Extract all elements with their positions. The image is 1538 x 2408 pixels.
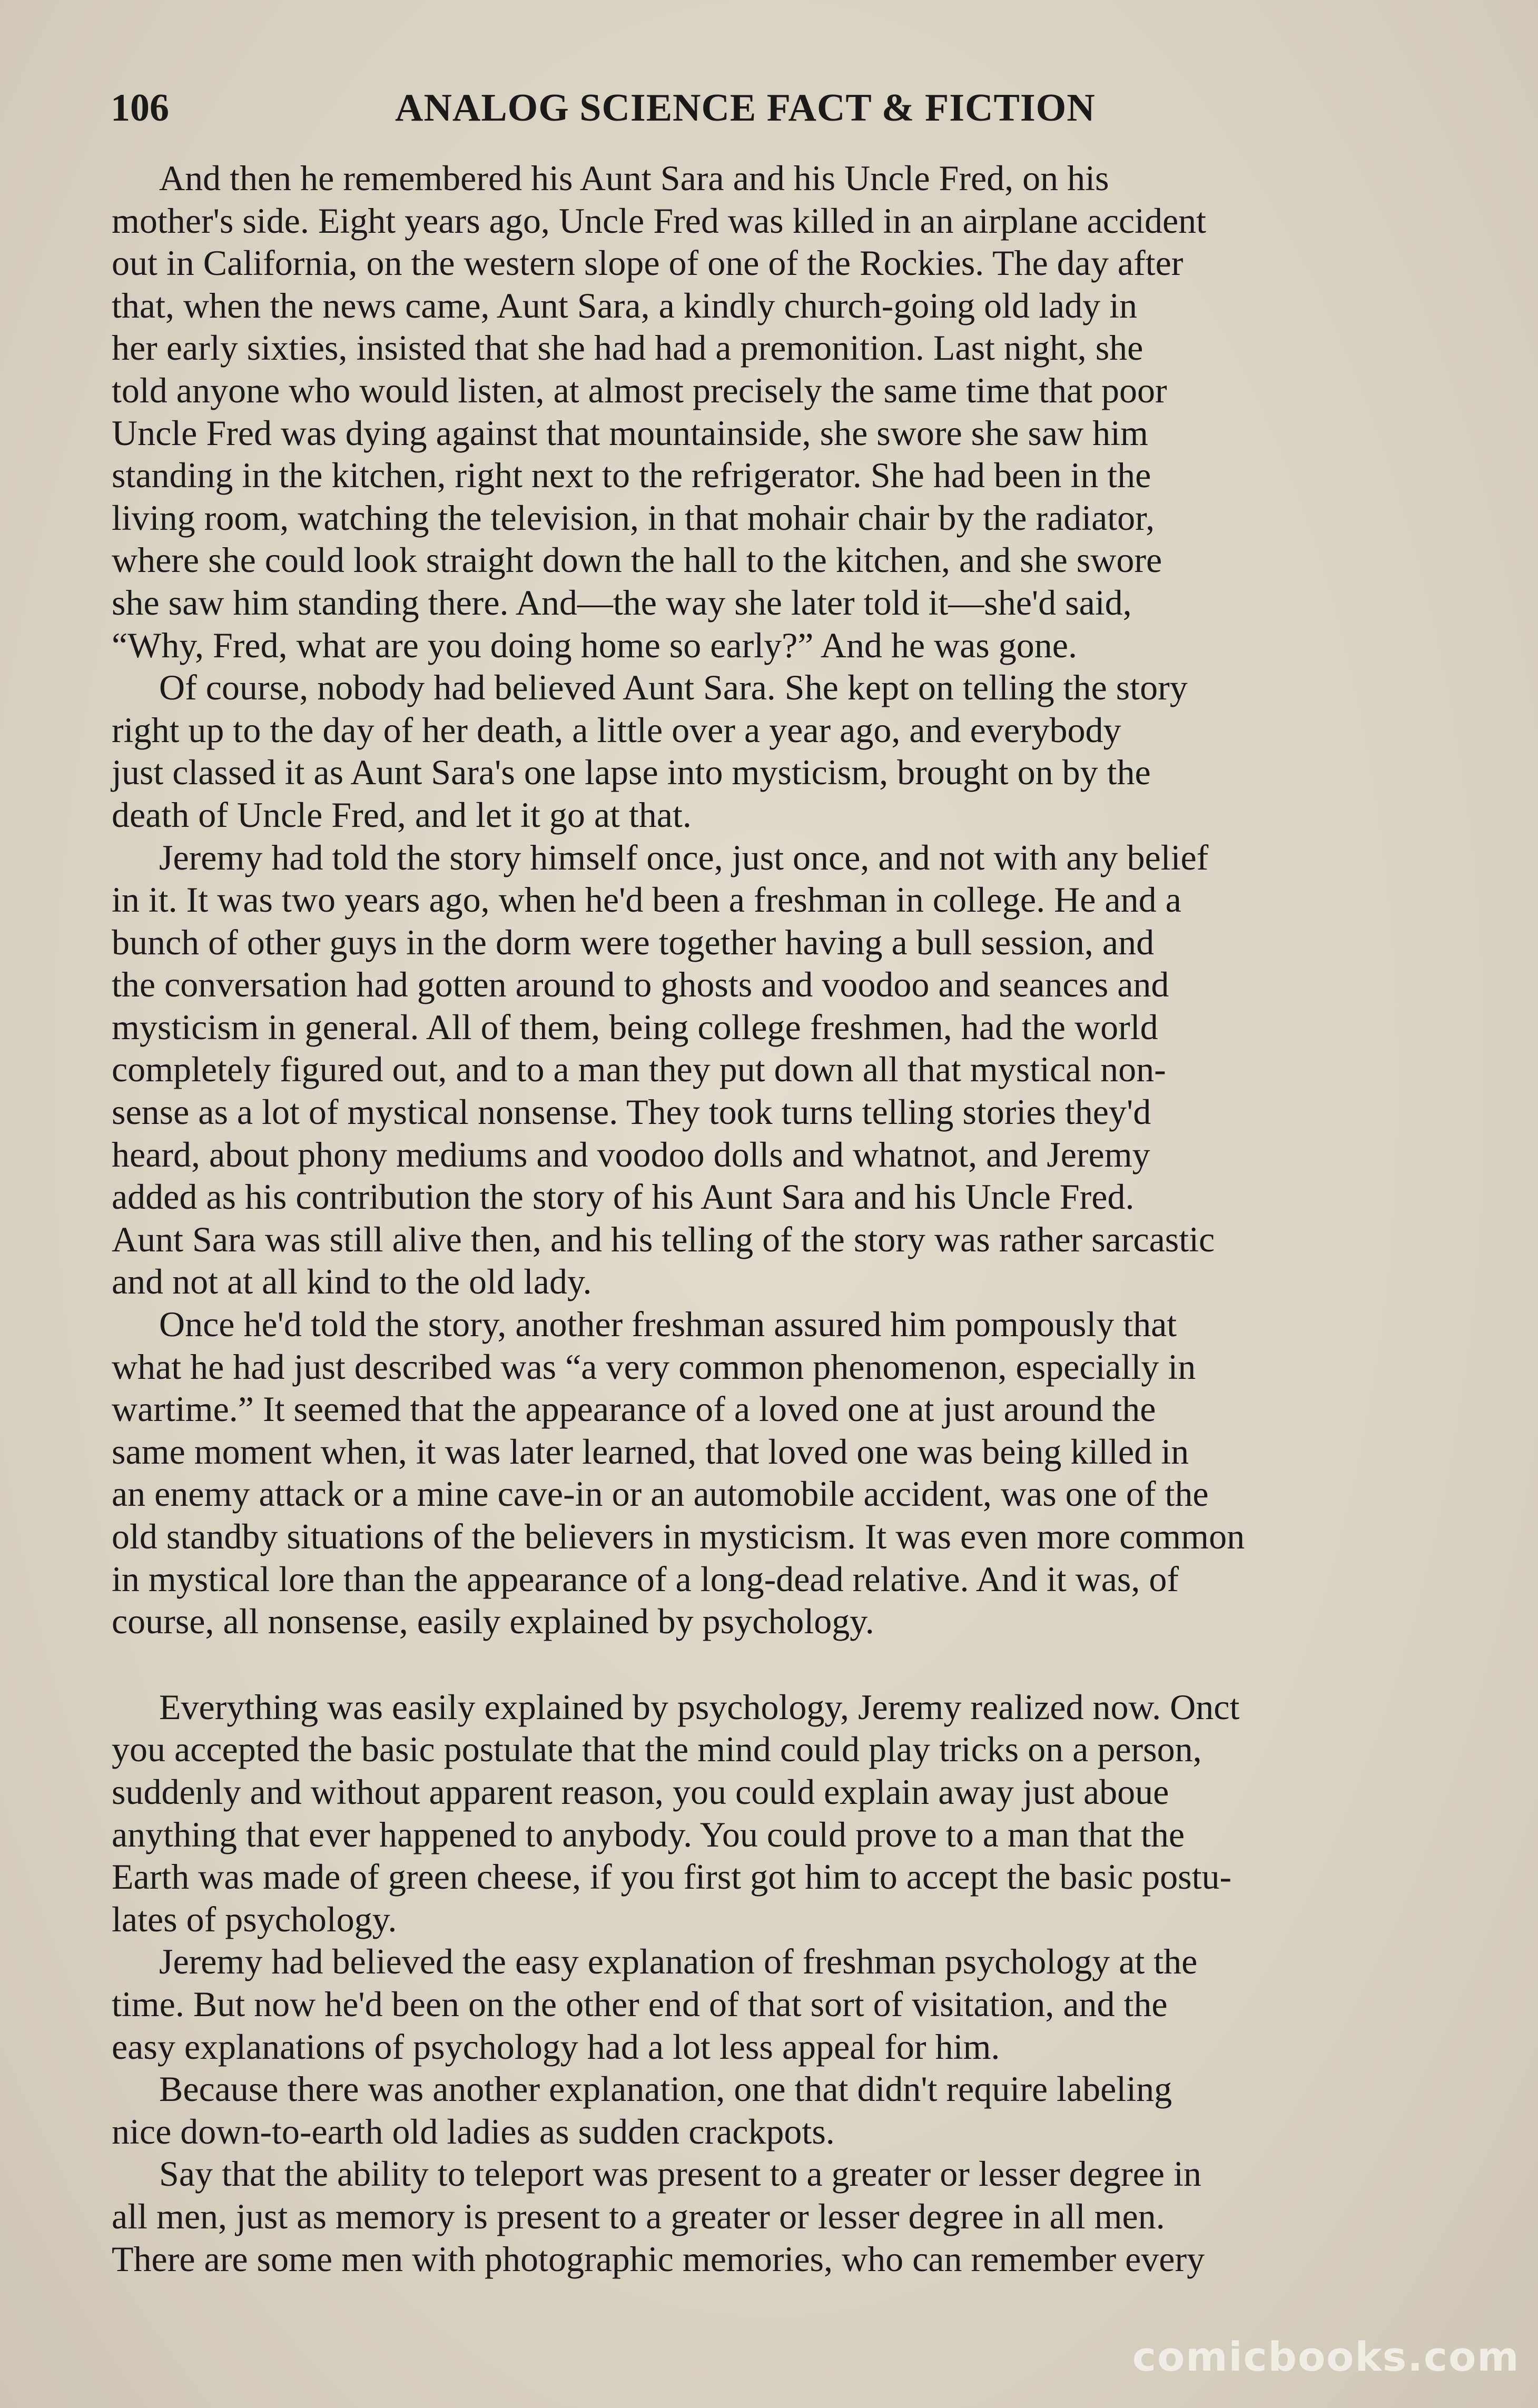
paragraph: Everything was easily explained by psychology, Jeremy realized now. Onct you accepted the basic postulate that the mind could play tricks on a person, suddenly and without apparent reason, you could explain away just aboue anything that ever happened to anybody. You could prove to a man that the Earth was made of green cheese, if you first got him to accept the basic postu- lates of psychology. — [112, 1686, 1240, 1939]
watermark: comicbooks.com — [1132, 2333, 1520, 2380]
paragraph: Because there was another explanation, one that didn't require labeling nice down-to-earth old ladies as sudden crackpots. — [112, 2069, 1172, 2152]
paragraph: Say that the ability to teleport was present to a greater or lesser degree in all men, just as memory is present to a greater or lesser degree in all men. There are some men with photographic memories, who can remember every — [112, 2154, 1205, 2279]
paragraph: And then he remembered his Aunt Sara and his Uncle Fred, on his mother's side. Eight years ago, Uncle Fred was killed in an airplane accident out in California, on the western slope of one of the Rockies. The day after that, when the news came, Aunt Sara, a kindly church-going old lady in her early sixties, insisted that she had had a premonition. Last night, she told anyone who would listen, at almost precisely the same time that poor Uncle Fred was dying against that mountainside, she swore she saw him standing in the kitchen, right next to the refrigerator. She had been in the living room, watching the television, in that mohair chair by the radiator, where she could look straight down the hall to the kitchen, and she swore she saw him standing there. And—the way she later told it—she'd said, “Why, Fred, what are you doing home so early?” And he was gone. — [112, 158, 1207, 665]
page-header — [111, 79, 1438, 137]
paragraph: Jeremy had believed the easy explanation of freshman psychology at the time. But now he'd been on the other end of that sort of visitation, and the easy explanations of psychology had a lot less appeal for him. — [112, 1941, 1198, 2067]
running-head: ANALOG SCIENCE FACT & FICTION — [395, 86, 1096, 130]
body-text — [112, 157, 1439, 2280]
page-number: 106 — [111, 86, 169, 130]
paragraph: Jeremy had told the story himself once, just once, and not with any belief in it. It was two years ago, when he'd been a freshman in college. He and a bunch of other guys in the dorm were together having a bull session, and the conversation had gotten around to ghosts and voodoo and seances and mysticism in general. All of them, being college freshmen, had the world completely figured out, and to a man they put down all that mystical non- sense as a lot of mystical nonsense. They took turns telling stories they'd heard, about phony mediums and voodoo dolls and whatnot, and Jeremy added as his contribution the story of his Aunt Sara and his Uncle Fred. Aunt Sara was still alive then, and his telling of the story was rather sarcastic and not at all kind to the old lady. — [112, 837, 1215, 1302]
paragraph: Once he'd told the story, another freshman assured him pompously that what he had just described was “a very common phenomenon, especially in wartime.” It seemed that the appearance of a loved one at just around the same moment when, it was later learned, that loved one was being killed in an enemy attack or a mine cave-in or an automobile accident, was one of the old standby situations of the believers in mysticism. It was even more common in mystical lore than the appearance of a long-dead relative. And it was, of course, all nonsense, easily explained by psychology. — [112, 1304, 1245, 1642]
paragraph: Of course, nobody had believed Aunt Sara. She kept on telling the story right up to the day of her death, a little over a year ago, and everybody just classed it as Aunt Sara's one lapse into mysticism, brought on by the death of Uncle Fred, and let it go at that. — [112, 667, 1188, 835]
